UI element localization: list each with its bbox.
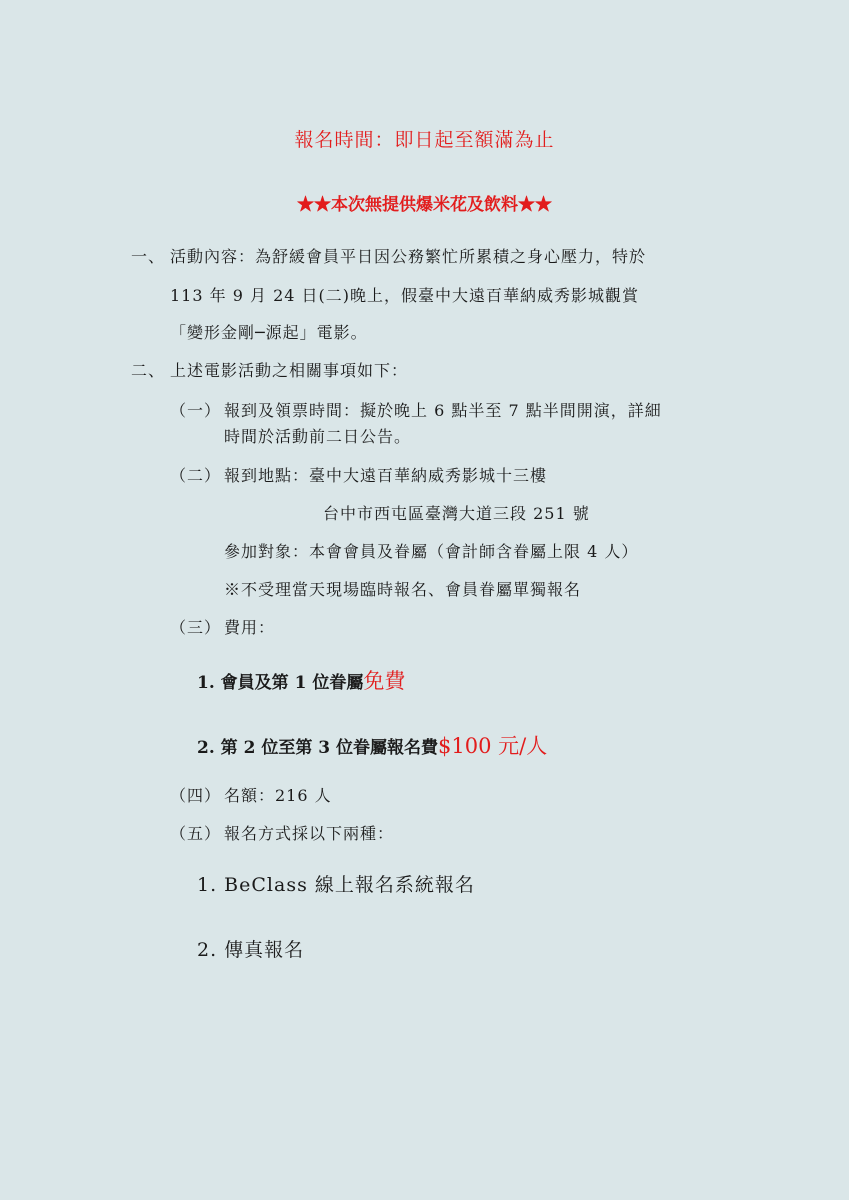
- registration-method-fax: 2. 傳真報名: [197, 939, 305, 961]
- item-4-number: （四）: [170, 786, 222, 805]
- item-2-number: （二）: [170, 466, 222, 485]
- registration-method-online: 1. BeClass 線上報名系統報名: [197, 874, 475, 896]
- section-1-line-2: 113 年 9 月 24 日(二)晚上，假臺中大遠百華納威秀影城觀賞: [170, 286, 639, 305]
- no-snacks-notice: ★★本次無提供爆米花及飲料★★: [297, 195, 552, 215]
- item-1-line-1: 報到及領票時間：擬於晚上 6 點半至 7 點半間開演，詳細: [224, 401, 662, 420]
- fee-item-2: [197, 736, 547, 757]
- item-2-address: 台中市西屯區臺灣大道三段 251 號: [323, 504, 590, 523]
- item-2-participants: 參加對象：本會會員及眷屬（會計師含眷屬上限 4 人）: [224, 542, 639, 561]
- item-3-label: 費用：: [224, 618, 276, 637]
- item-1-number: （一）: [170, 401, 222, 420]
- item-1-line-2: 時間於活動前二日公告。: [224, 427, 412, 446]
- fee-item-2-text: 2. 第 2 位至第 3 位眷屬報名費: [197, 738, 438, 758]
- registration-period-title: 報名時間：即日起至額滿為止: [294, 129, 555, 151]
- section-1-line-1: 活動內容：為舒緩會員平日因公務繁忙所累積之身心壓力，特於: [170, 247, 647, 266]
- fee-item-1-highlight: 免費: [363, 669, 406, 693]
- section-2-number: 二、: [131, 361, 166, 380]
- section-2-heading: 上述電影活動之相關事項如下：: [170, 361, 409, 380]
- section-1-number: 一、: [131, 247, 166, 266]
- fee-item-1-text: 1. 會員及第 1 位眷屬: [197, 673, 364, 693]
- section-1-line-3: 「變形金剛─源起」電影。: [170, 323, 368, 342]
- fee-item-1: [197, 671, 405, 692]
- item-3-number: （三）: [170, 618, 222, 637]
- item-4-quota: 名額：216 人: [224, 786, 332, 805]
- item-2-note: ※不受理當天現場臨時報名、會員眷屬單獨報名: [224, 580, 582, 599]
- fee-item-2-highlight: $100 元/人: [438, 734, 548, 758]
- item-2-venue: 報到地點：臺中大遠百華納威秀影城十三樓: [224, 466, 548, 485]
- item-5-text: 報名方式採以下兩種：: [224, 824, 395, 843]
- item-5-number: （五）: [170, 824, 222, 843]
